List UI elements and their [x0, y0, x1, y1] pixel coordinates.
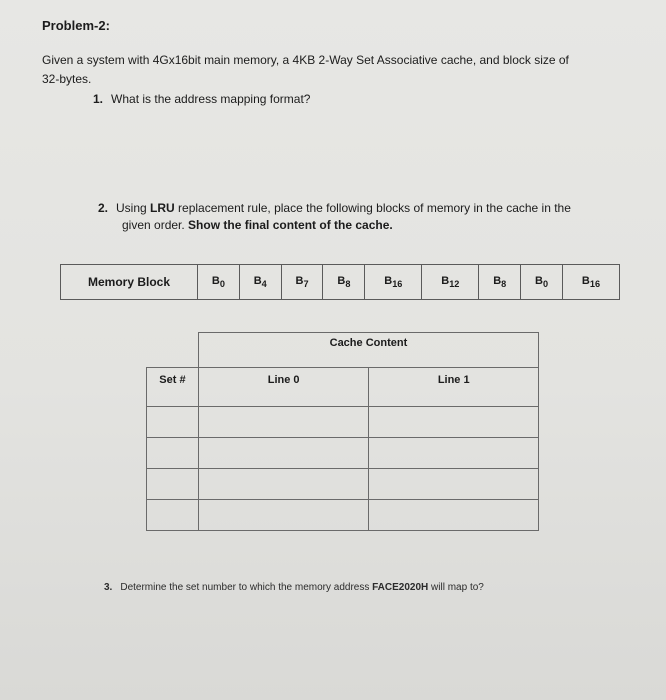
cache-cell[interactable]	[369, 407, 539, 438]
memory-block-cell: $B_8$	[479, 265, 521, 300]
memory-block-cell: $B_0$	[198, 265, 240, 300]
question-2-line-1	[98, 201, 571, 215]
question-2-lru: LRU	[150, 201, 175, 215]
memory-block-cell: $B_{12}$	[422, 265, 479, 300]
question-1-number: 1.	[93, 92, 104, 106]
cache-cell[interactable]	[147, 407, 199, 438]
memory-block-cell: $B_7$	[281, 265, 323, 300]
memory-block-header: Memory Block	[61, 265, 198, 300]
memory-block-cell: $B_8$	[323, 265, 365, 300]
cache-cell[interactable]	[198, 438, 369, 469]
question-2-text-a: Using	[116, 201, 151, 215]
cache-content-table	[146, 332, 539, 531]
question-1	[93, 92, 310, 106]
question-1-text: What is the address mapping format?	[111, 92, 311, 106]
cache-cell[interactable]	[198, 407, 369, 438]
memory-block-cell: $B_{16}$	[365, 265, 422, 300]
cache-cell[interactable]	[147, 438, 199, 469]
question-2-number: 2.	[98, 201, 109, 215]
memory-block-cell: $B_4$	[239, 265, 281, 300]
cache-cell[interactable]	[147, 500, 199, 531]
question-3-text-a: Determine the set number to which the memory address	[120, 582, 373, 593]
question-2-text-c: given order.	[122, 218, 189, 232]
cache-content-title: Cache Content	[198, 333, 538, 368]
cache-cell[interactable]	[369, 438, 539, 469]
intro-line-2: 32-bytes.	[42, 72, 92, 86]
cache-cell[interactable]	[369, 469, 539, 500]
question-2-bold-end: Show the final content of the cache.	[188, 218, 393, 232]
line-0-header: Line 0	[198, 368, 369, 407]
memory-block-table	[60, 264, 620, 300]
question-3-address: FACE2020H	[372, 582, 429, 593]
memory-block-cell: $B_0$	[521, 265, 563, 300]
memory-block-row	[61, 265, 620, 300]
cache-cell[interactable]	[369, 500, 539, 531]
question-3	[104, 582, 484, 593]
line-1-header: Line 1	[369, 368, 539, 407]
memory-block-cell: $B_{16}$	[562, 265, 619, 300]
intro-line-1: Given a system with 4Gx16bit main memory, a 4KB 2-Way Set Associative cache, and block size of	[42, 53, 569, 67]
question-2-line-2	[122, 218, 393, 232]
cache-cell[interactable]	[147, 469, 199, 500]
question-2-text-b: replacement rule, place the following blocks of memory in the cache in the	[174, 201, 571, 215]
cache-cell[interactable]	[198, 469, 369, 500]
cache-cell[interactable]	[198, 500, 369, 531]
set-number-header: Set #	[147, 368, 199, 407]
question-3-text-b: will map to?	[428, 582, 484, 593]
question-3-number: 3.	[104, 582, 113, 593]
problem-title: Problem-2:	[42, 18, 110, 33]
